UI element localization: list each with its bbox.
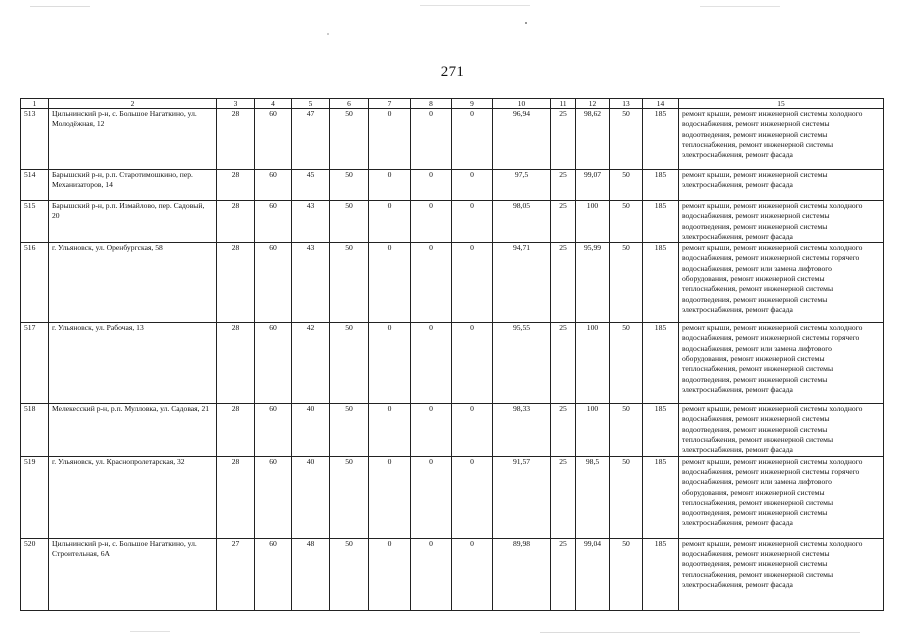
table-row (21, 456, 884, 538)
cell-value: 40 (292, 404, 330, 456)
scan-artifact-top (420, 5, 530, 6)
cell-value: 60 (255, 170, 292, 201)
cell-value: 28 (217, 201, 255, 243)
cell-value: 28 (217, 170, 255, 201)
cell-value: 96,94 (493, 109, 551, 170)
table-row (21, 201, 884, 243)
cell-value: 185 (643, 243, 679, 323)
row-number: 514 (21, 170, 49, 201)
cell-value: 0 (452, 170, 493, 201)
cell-value: 50 (610, 170, 643, 201)
row-number: 517 (21, 323, 49, 404)
column-header: 3 (217, 99, 255, 109)
building-address: Барышский р-н, р.п. Измайлово, пер. Садовый, 20 (49, 201, 217, 243)
cell-value: 0 (369, 201, 411, 243)
cell-value: 0 (369, 170, 411, 201)
scan-artifact-top (700, 6, 780, 7)
cell-value: 40 (292, 456, 330, 538)
cell-value: 50 (330, 201, 369, 243)
cell-value: 0 (411, 404, 452, 456)
building-address: Цильнинский р-н, с. Большое Нагаткино, ул. Молодёжная, 12 (49, 109, 217, 170)
cell-value: 0 (369, 323, 411, 404)
cell-value: 50 (610, 404, 643, 456)
cell-value: 0 (452, 456, 493, 538)
cell-value: 25 (551, 109, 576, 170)
row-number: 518 (21, 404, 49, 456)
cell-value: 0 (452, 243, 493, 323)
column-header: 13 (610, 99, 643, 109)
cell-value: 50 (610, 456, 643, 538)
cell-value: 185 (643, 201, 679, 243)
cell-value: 47 (292, 109, 330, 170)
cell-value: 0 (411, 538, 452, 610)
repair-works: ремонт крыши, ремонт инженерной системы холодного водоснабжения, ремонт инженерной системы горячего водоснабжения, ремонт или замена лифтового оборудования, ремонт инженерной системы теплоснабжения, ремонт инженерной системы водоотведения, ремонт инженерной системы электроснабжения, ремонт фасада (679, 243, 884, 323)
cell-value: 185 (643, 404, 679, 456)
cell-value: 89,98 (493, 538, 551, 610)
column-header: 8 (411, 99, 452, 109)
cell-value: 28 (217, 456, 255, 538)
row-number: 520 (21, 538, 49, 610)
column-header: 15 (679, 99, 884, 109)
cell-value: 25 (551, 201, 576, 243)
row-number: 519 (21, 456, 49, 538)
cell-value: 185 (643, 456, 679, 538)
repair-works: ремонт крыши, ремонт инженерной системы холодного водоснабжения, ремонт инженерной системы горячего водоснабжения, ремонт или замена лифтового оборудования, ремонт инженерной системы теплоснабжения, ремонт инженерной системы водоотведения, ремонт инженерной системы электроснабжения, ремонт фасада (679, 323, 884, 404)
cell-value: 97,5 (493, 170, 551, 201)
column-header: 14 (643, 99, 679, 109)
building-address: г. Ульяновск, ул. Рабочая, 13 (49, 323, 217, 404)
cell-value: 50 (610, 109, 643, 170)
cell-value: 60 (255, 456, 292, 538)
cell-value: 50 (330, 538, 369, 610)
column-header: 12 (576, 99, 610, 109)
cell-value: 25 (551, 404, 576, 456)
cell-value: 185 (643, 109, 679, 170)
cell-value: 98,33 (493, 404, 551, 456)
cell-value: 60 (255, 538, 292, 610)
building-address: Барышский р-н, р.п. Старотимошкино, пер. Механизаторов, 14 (49, 170, 217, 201)
cell-value: 0 (411, 456, 452, 538)
cell-value: 25 (551, 323, 576, 404)
scan-artifact-bottom (130, 631, 170, 632)
repair-works: ремонт крыши, ремонт инженерной системы холодного водоснабжения, ремонт инженерной системы водоотведения, ремонт инженерной системы теплоснабжения, ремонт инженерной системы электроснабжения, ремонт фасада (679, 538, 884, 610)
cell-value: 27 (217, 538, 255, 610)
cell-value: 0 (411, 201, 452, 243)
cell-value: 185 (643, 538, 679, 610)
table-row (21, 170, 884, 201)
cell-value: 0 (452, 201, 493, 243)
cell-value: 48 (292, 538, 330, 610)
column-header: 2 (49, 99, 217, 109)
repair-works: ремонт крыши, ремонт инженерной системы холодного водоснабжения, ремонт инженерной системы водоотведения, ремонт инженерной системы теплоснабжения, ремонт инженерной системы электроснабжения, ремонт фасада (679, 109, 884, 170)
column-header: 6 (330, 99, 369, 109)
cell-value: 45 (292, 170, 330, 201)
cell-value: 95,99 (576, 243, 610, 323)
cell-value: 0 (369, 456, 411, 538)
column-header: 5 (292, 99, 330, 109)
registry-table (20, 98, 884, 611)
row-number: 513 (21, 109, 49, 170)
column-header: 1 (21, 99, 49, 109)
cell-value: 25 (551, 243, 576, 323)
cell-value: 0 (411, 323, 452, 404)
cell-value: 43 (292, 243, 330, 323)
table-header-row (21, 99, 884, 109)
cell-value: 60 (255, 109, 292, 170)
cell-value: 0 (411, 109, 452, 170)
cell-value: 28 (217, 323, 255, 404)
repair-works: ремонт крыши, ремонт инженерной системы холодного водоснабжения, ремонт инженерной системы водоотведения, ремонт инженерной системы теплоснабжения, ремонт инженерной системы электроснабжения, ремонт фасада (679, 404, 884, 456)
column-header: 4 (255, 99, 292, 109)
cell-value: 100 (576, 201, 610, 243)
cell-value: 25 (551, 170, 576, 201)
column-header: 10 (493, 99, 551, 109)
cell-value: 50 (330, 170, 369, 201)
building-address: г. Ульяновск, ул. Оренбургская, 58 (49, 243, 217, 323)
cell-value: 0 (369, 243, 411, 323)
cell-value: 0 (369, 109, 411, 170)
cell-value: 60 (255, 323, 292, 404)
cell-value: 28 (217, 243, 255, 323)
scan-artifact-dot (327, 33, 329, 35)
cell-value: 50 (330, 404, 369, 456)
column-header: 7 (369, 99, 411, 109)
scan-artifact-bottom (540, 632, 860, 633)
cell-value: 94,71 (493, 243, 551, 323)
repair-works: ремонт крыши, ремонт инженерной системы холодного водоснабжения, ремонт инженерной системы горячего водоснабжения, ремонт или замена лифтового оборудования, ремонт инженерной системы теплоснабжения, ремонт инженерной системы водоотведения, ремонт инженерной системы электроснабжения, ремонт фасада (679, 456, 884, 538)
building-address: Мелекесский р-н, р.п. Мулловка, ул. Садовая, 21 (49, 404, 217, 456)
column-header: 9 (452, 99, 493, 109)
cell-value: 0 (411, 170, 452, 201)
table-row (21, 538, 884, 610)
cell-value: 99,04 (576, 538, 610, 610)
cell-value: 0 (411, 243, 452, 323)
cell-value: 60 (255, 404, 292, 456)
cell-value: 50 (610, 538, 643, 610)
cell-value: 28 (217, 109, 255, 170)
cell-value: 0 (369, 538, 411, 610)
scan-artifact-dot (525, 22, 527, 24)
cell-value: 0 (452, 538, 493, 610)
cell-value: 185 (643, 323, 679, 404)
cell-value: 60 (255, 243, 292, 323)
table-row (21, 243, 884, 323)
scan-artifact-top (30, 6, 90, 7)
cell-value: 25 (551, 538, 576, 610)
cell-value: 0 (369, 404, 411, 456)
column-header: 11 (551, 99, 576, 109)
cell-value: 50 (330, 243, 369, 323)
cell-value: 0 (452, 109, 493, 170)
building-address: Цильнинский р-н, с. Большое Нагаткино, ул. Строительная, 6А (49, 538, 217, 610)
cell-value: 0 (452, 323, 493, 404)
page-number: 271 (440, 64, 465, 80)
row-number: 515 (21, 201, 49, 243)
repair-works: ремонт крыши, ремонт инженерной системы холодного водоснабжения, ремонт инженерной системы водоотведения, ремонт инженерной системы электроснабжения, ремонт фасада (679, 201, 884, 243)
cell-value: 100 (576, 404, 610, 456)
cell-value: 95,55 (493, 323, 551, 404)
cell-value: 28 (217, 404, 255, 456)
cell-value: 42 (292, 323, 330, 404)
cell-value: 99,07 (576, 170, 610, 201)
cell-value: 0 (452, 404, 493, 456)
repair-works: ремонт крыши, ремонт инженерной системы электроснабжения, ремонт фасада (679, 170, 884, 201)
cell-value: 98,62 (576, 109, 610, 170)
cell-value: 50 (330, 109, 369, 170)
table-row (21, 404, 884, 456)
cell-value: 50 (610, 243, 643, 323)
row-number: 516 (21, 243, 49, 323)
cell-value: 43 (292, 201, 330, 243)
cell-value: 25 (551, 456, 576, 538)
cell-value: 91,57 (493, 456, 551, 538)
table-row (21, 109, 884, 170)
building-address: г. Ульяновск, ул. Краснопролетарская, 32 (49, 456, 217, 538)
cell-value: 98,05 (493, 201, 551, 243)
cell-value: 185 (643, 170, 679, 201)
cell-value: 50 (330, 456, 369, 538)
cell-value: 50 (610, 201, 643, 243)
cell-value: 100 (576, 323, 610, 404)
table-row (21, 323, 884, 404)
cell-value: 50 (610, 323, 643, 404)
cell-value: 50 (330, 323, 369, 404)
cell-value: 98,5 (576, 456, 610, 538)
cell-value: 60 (255, 201, 292, 243)
